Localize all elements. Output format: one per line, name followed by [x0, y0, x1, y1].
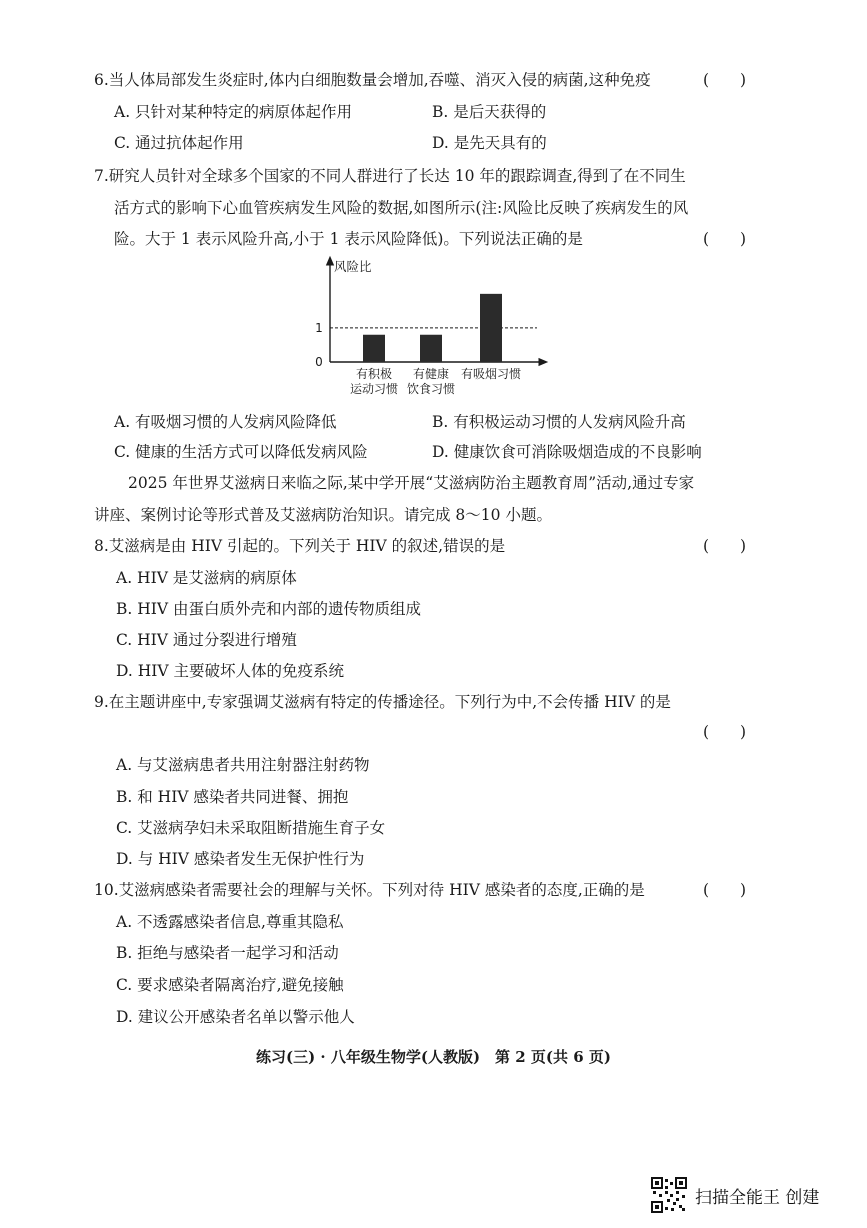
q8-stem: 8.艾滋病是由 HIV 引起的。下列关于 HIV 的叙述,错误的是	[94, 537, 506, 555]
q10-option-a: A. 不透露感染者信息,尊重其隐私	[116, 913, 344, 931]
scanner-watermark	[651, 1177, 819, 1213]
x-labels-group	[350, 366, 521, 396]
q7-stem-line1: 7.研究人员针对全球多个国家的不同人群进行了长达 10 年的跟踪调查,得到了在不同生	[94, 167, 686, 185]
q9-option-c: C. 艾滋病孕妇未采取阻断措施生育子女	[116, 819, 386, 837]
q10-stem: 10.艾滋病感染者需要社会的理解与关怀。下列对待 HIV 感染者的态度,正确的是	[94, 881, 645, 899]
q7-answer-paren: ( )	[703, 230, 747, 248]
q10-option-d: D. 建议公开感染者名单以警示他人	[116, 1008, 355, 1026]
q6-option-a: A. 只针对某种特定的病原体起作用	[114, 103, 353, 121]
bar-0	[363, 335, 385, 362]
q9-option-a: A. 与艾滋病患者共用注射器注射药物	[116, 756, 370, 774]
q8-option-b: B. HIV 由蛋白质外壳和内部的遗传物质组成	[116, 600, 422, 618]
q8-answer-paren: ( )	[703, 537, 747, 555]
y-axis-label: 风险比	[334, 259, 372, 274]
q10-option-c: C. 要求感染者隔离治疗,避免接触	[116, 976, 344, 994]
q7-option-d: D. 健康饮食可消除吸烟造成的不良影响	[432, 443, 702, 461]
q6-answer-paren: ( )	[703, 71, 747, 89]
x-label-1-0: 有健康	[412, 367, 450, 381]
y-tick-1: 1	[315, 320, 323, 335]
q10-option-b: B. 拒绝与感染者一起学习和活动	[116, 944, 339, 962]
q6-option-b: B. 是后天获得的	[432, 103, 547, 121]
q7-stem-line2: 活方式的影响下心血管疾病发生风险的数据,如图所示(注:风险比反映了疾病发生的风	[114, 199, 689, 217]
intro-line1: 2025 年世界艾滋病日来临之际,某中学开展“艾滋病防治主题教育周”活动,通过专家	[128, 474, 695, 492]
q6-stem: 6.当人体局部发生炎症时,体内白细胞数量会增加,吞噬、消灭入侵的病菌,这种免疫	[94, 71, 651, 89]
x-label-2-0: 有吸烟习惯	[460, 367, 522, 381]
q9-answer-paren: ( )	[703, 723, 747, 741]
bar-2	[480, 294, 502, 362]
page-footer: 练习(三) · 八年级生物学(人教版) 第 2 页(共 6 页)	[255, 1048, 611, 1066]
x-label-0-1: 运动习惯	[349, 382, 399, 396]
q9-option-b: B. 和 HIV 感染者共同进餐、拥抱	[116, 788, 349, 806]
q8-option-c: C. HIV 通过分裂进行增殖	[116, 631, 297, 649]
q7-option-a: A. 有吸烟习惯的人发病风险降低	[114, 413, 337, 431]
risk-ratio-chart	[300, 254, 560, 400]
q7-option-c: C. 健康的生活方式可以降低发病风险	[114, 443, 368, 461]
q10-answer-paren: ( )	[703, 881, 747, 899]
q9-stem: 9.在主题讲座中,专家强调艾滋病有特定的传播途径。下列行为中,不会传播 HIV 的是	[94, 693, 671, 711]
q8-option-d: D. HIV 主要破坏人体的免疫系统	[116, 662, 344, 680]
q8-option-a: A. HIV 是艾滋病的病原体	[116, 569, 297, 587]
q7-option-b: B. 有积极运动习惯的人发病风险升高	[432, 413, 686, 431]
intro-line2: 讲座、案例讨论等形式普及艾滋病防治知识。请完成 8～10 小题。	[94, 506, 552, 524]
y-tick-0: 0	[315, 355, 323, 369]
q7-stem-line3: 险。大于 1 表示风险升高,小于 1 表示风险降低)。下列说法正确的是	[114, 230, 583, 248]
scanner-label: 扫描全能王 创建	[695, 1187, 820, 1208]
q6-option-d: D. 是先天具有的	[432, 134, 547, 152]
x-label-1-1: 饮食习惯	[406, 382, 456, 396]
q6-option-c: C. 通过抗体起作用	[114, 134, 244, 152]
x-label-0-0: 有积极	[355, 367, 393, 381]
qr-code-icon	[651, 1177, 687, 1213]
q9-option-d: D. 与 HIV 感染者发生无保护性行为	[116, 850, 365, 868]
bar-1	[420, 335, 442, 362]
